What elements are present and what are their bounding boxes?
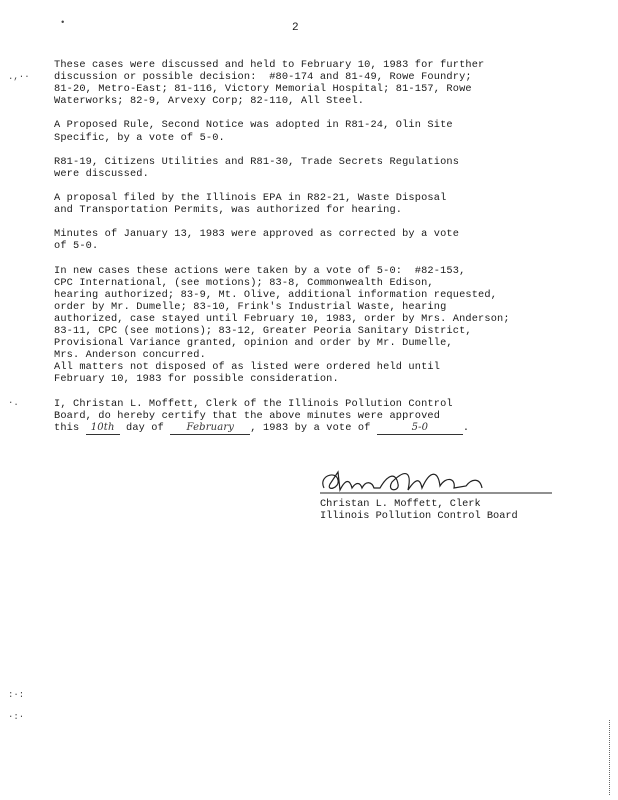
end-mark: . <box>462 421 470 434</box>
paragraph-minutes-approved: Minutes of January 13, 1983 were approved as corrected by a vote of 5-0. <box>54 228 460 253</box>
scan-speck: ·:· <box>8 712 25 722</box>
certification-line-3 <box>54 422 574 435</box>
scan-speck: • <box>60 18 66 28</box>
board-name-line: Illinois Pollution Control Board <box>320 510 518 523</box>
certification-block <box>54 398 574 435</box>
paragraph-held-matters: All matters not disposed of as listed were ordered held until February 10, 1983 for possible consideration. <box>54 361 441 386</box>
handwritten-signature <box>316 466 556 498</box>
scan-edge-marks <box>605 720 610 795</box>
scan-speck: :·: <box>8 690 25 700</box>
year-label: , 1983 by a vote of <box>250 421 377 434</box>
paragraph-held-cases: These cases were discussed and held to February 10, 1983 for further discussion or possible decision: #80-174 and 81-49, Rowe Foundry; 81-20, Metro-East; 81-116, Victory Memorial Hospital; 81-157, Rowe Waterworks; 82-9, Arvexy Corp; 82-110, All Steel. <box>54 59 485 108</box>
paragraph-discussed: R81-19, Citizens Utilities and R81-30, Trade Secrets Regulations were discussed. <box>54 155 460 180</box>
day-label: day of <box>119 421 171 434</box>
scan-speck: .,·· <box>8 72 30 82</box>
month-field: February <box>170 422 250 435</box>
paragraph-proposed-rule: A Proposed Rule, Second Notice was adopted in R81-24, Olin Site Specific, by a vote of 5-0. <box>54 119 453 144</box>
this-label: this <box>54 421 86 434</box>
day-field: 10th <box>86 422 120 435</box>
signature-block <box>316 466 556 522</box>
paragraph-new-cases: In new cases these actions were taken by a vote of 5-0: #82-153, CPC International, (see motions); 83-8, Commonwealth Edison, hearing authorized; 83-9, Mt. Olive, additional information requested, order by Mr. Dumelle; 83-10, Frink's Industrial Waste, hearing authorized, case stayed until February 10, 1983, order by Mrs. Anderson; 83-11, CPC (see motions); 83-12, Greater Peoria Sanitary District, Provisional Variance granted, opinion and order by Mr. Dumelle, Mrs. Anderson concurred. <box>54 264 510 362</box>
certification-line-2: Board, do hereby certify that the above minutes were approved <box>54 409 441 422</box>
vote-field: 5-0 <box>377 422 463 435</box>
page-number: 2 <box>292 22 299 34</box>
clerk-name-line: Christan L. Moffett, Clerk <box>320 498 481 510</box>
certification-line-1: I, Christan L. Moffett, Clerk of the Illinois Pollution Control <box>54 397 453 410</box>
paragraph-epa-proposal: A proposal filed by the Illinois EPA in R82-21, Waste Disposal and Transportation Permits, was authorized for hearing. <box>54 192 447 217</box>
minutes-body <box>54 59 574 435</box>
scan-speck: ·. <box>8 398 19 408</box>
